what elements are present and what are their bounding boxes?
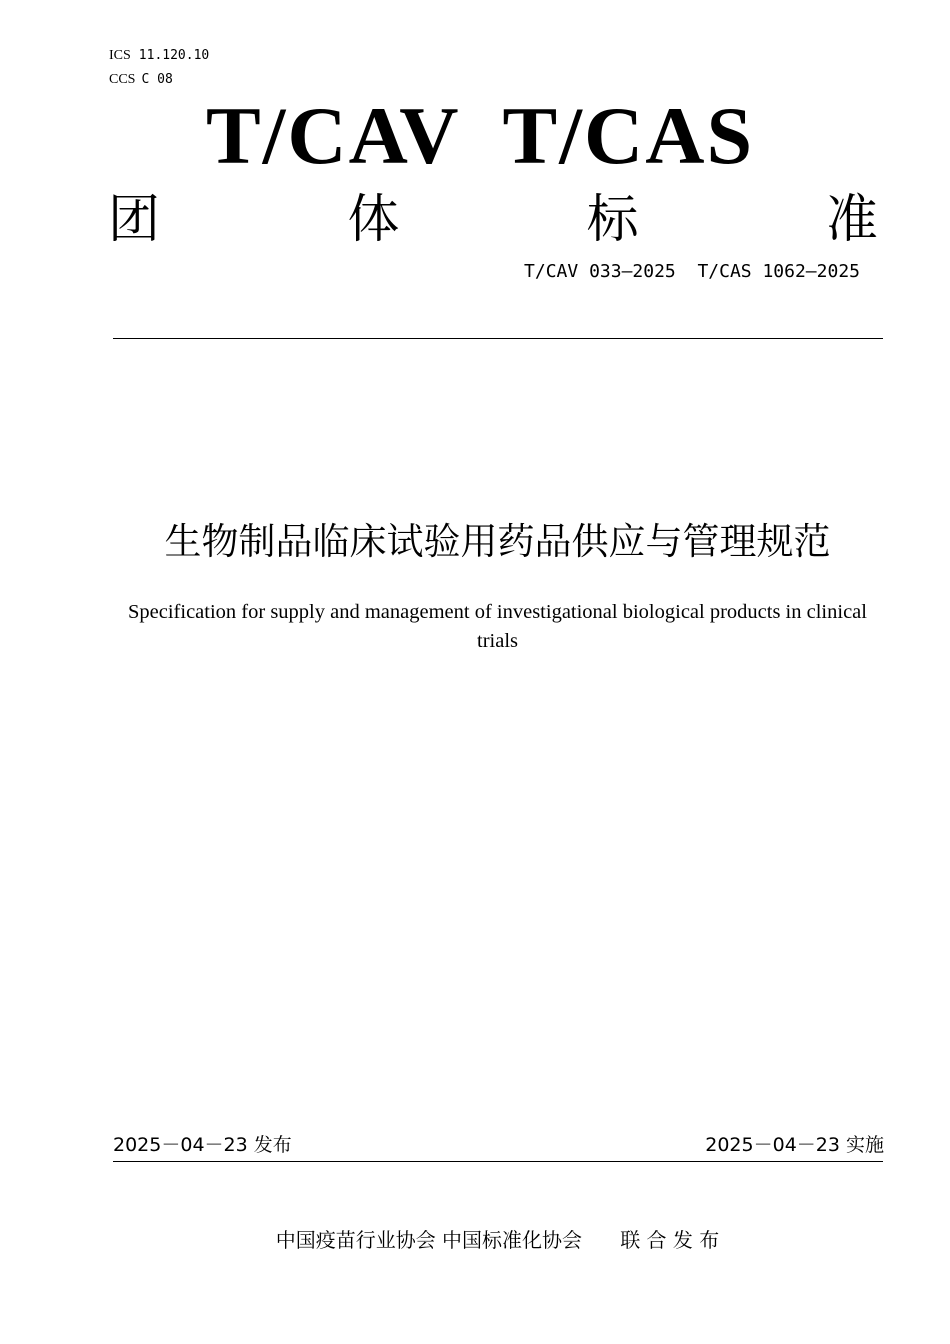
issue-date: 2025－04－23 发布 bbox=[113, 1134, 292, 1156]
footer-divider bbox=[113, 1161, 883, 1162]
standard-kind-char: 体 bbox=[347, 190, 400, 250]
standard-number: T/CAV 033—2025 T/CAS 1062—2025 bbox=[524, 261, 860, 282]
document-title-english: Specification for supply and management of investigational biological products in clinical trials bbox=[128, 601, 867, 652]
document-title-chinese: 生物制品临床试验用药品供应与管理规范 bbox=[164, 520, 831, 563]
organization-code: T/CAV T/CAS bbox=[205, 90, 755, 181]
publisher: 中国疫苗行业协会 中国标准化协会 联 合 发 布 bbox=[275, 1228, 720, 1252]
standard-kind-char: 准 bbox=[825, 190, 878, 250]
ics-value: 11.120.10 bbox=[138, 48, 210, 63]
header-divider bbox=[113, 338, 883, 339]
ics-label: ICS bbox=[109, 48, 131, 63]
ccs-classification bbox=[109, 71, 173, 88]
implementation-date: 2025－04－23 实施 bbox=[705, 1134, 884, 1156]
ics-classification bbox=[109, 47, 209, 64]
ccs-label: CCS bbox=[109, 72, 136, 87]
ccs-value: C 08 bbox=[141, 72, 173, 87]
standard-kind bbox=[108, 188, 878, 252]
standard-kind-char: 团 bbox=[108, 190, 161, 250]
standard-kind-char: 标 bbox=[586, 190, 639, 250]
